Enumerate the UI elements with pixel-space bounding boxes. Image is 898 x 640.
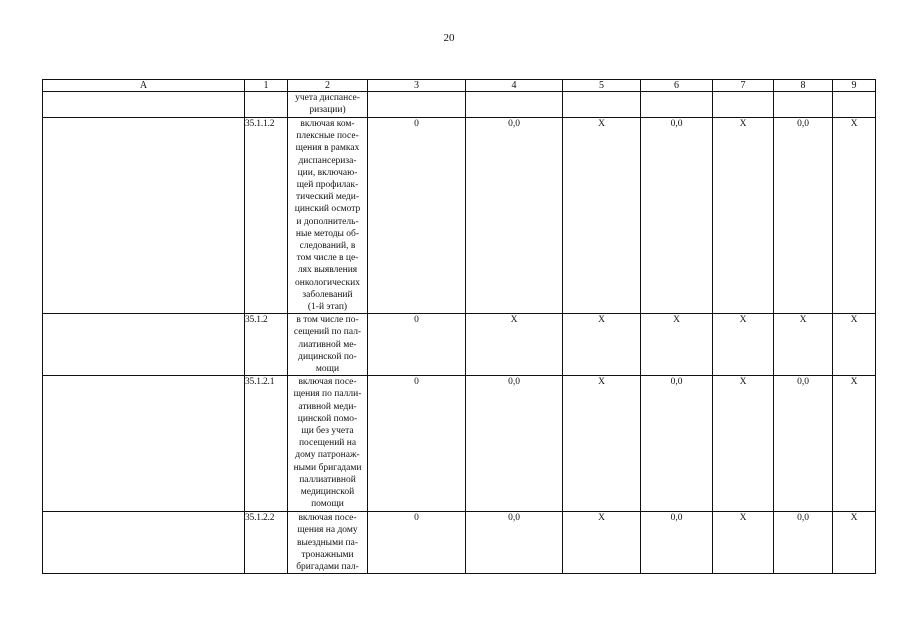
- table-row: [43, 314, 876, 376]
- value-cell: X: [713, 512, 774, 574]
- value-cell: 0,0: [774, 512, 833, 574]
- value-cell: 0: [368, 376, 466, 512]
- row-code: 35.1.2: [245, 314, 288, 376]
- column-header: 6: [641, 80, 713, 92]
- value-cell: 0,0: [641, 376, 713, 512]
- row-description: включая ком- плексные посе- щения в рамках диспансериза- ции, включаю- щей профилак- тический меди- цинский осмотр и дополнитель- ные методы об- следований, в том числе в це- лях выявления онкологических заболеваний (1-й этап): [288, 118, 368, 314]
- cell-col-a: [43, 376, 245, 512]
- column-header: 4: [466, 80, 563, 92]
- value-cell: 0,0: [641, 512, 713, 574]
- cell-col-a: [43, 512, 245, 574]
- column-header: 5: [563, 80, 641, 92]
- value-cell: X: [563, 314, 641, 376]
- table-row: [43, 92, 876, 118]
- value-cell: 0,0: [466, 118, 563, 314]
- value-cell: [563, 92, 641, 118]
- value-cell: X: [833, 376, 876, 512]
- value-cell: 0,0: [774, 376, 833, 512]
- value-cell: [641, 92, 713, 118]
- header-row: [43, 80, 876, 92]
- value-cell: X: [466, 314, 563, 376]
- value-cell: X: [713, 118, 774, 314]
- value-cell: 0,0: [774, 118, 833, 314]
- cell-col-a: [43, 314, 245, 376]
- value-cell: X: [833, 512, 876, 574]
- value-cell: [368, 92, 466, 118]
- value-cell: X: [713, 314, 774, 376]
- page-number: 20: [443, 32, 455, 44]
- table-body: [43, 92, 876, 574]
- row-code: [245, 92, 288, 118]
- column-header: A: [43, 80, 245, 92]
- table-row: [43, 118, 876, 314]
- row-code: 35.1.2.2: [245, 512, 288, 574]
- value-cell: [713, 92, 774, 118]
- row-description: в том числе по- сещений по пал- лиативной ме- дицинской по- мощи: [288, 314, 368, 376]
- row-code: 35.1.1.2: [245, 118, 288, 314]
- row-code: 35.1.2.1: [245, 376, 288, 512]
- value-cell: X: [563, 118, 641, 314]
- row-description: учета диспансе- ризации): [288, 92, 368, 118]
- column-header: 1: [245, 80, 288, 92]
- value-cell: X: [563, 376, 641, 512]
- value-cell: X: [713, 376, 774, 512]
- value-cell: [466, 92, 563, 118]
- value-cell: 0,0: [466, 512, 563, 574]
- value-cell: [833, 92, 876, 118]
- value-cell: X: [833, 118, 876, 314]
- value-cell: 0: [368, 512, 466, 574]
- value-cell: 0: [368, 314, 466, 376]
- column-header: 7: [713, 80, 774, 92]
- value-cell: 0: [368, 118, 466, 314]
- value-cell: X: [833, 314, 876, 376]
- column-header: 3: [368, 80, 466, 92]
- column-header: 9: [833, 80, 876, 92]
- cell-col-a: [43, 92, 245, 118]
- cell-col-a: [43, 118, 245, 314]
- column-header: 2: [288, 80, 368, 92]
- column-header: 8: [774, 80, 833, 92]
- value-cell: X: [774, 314, 833, 376]
- row-description: включая посе- щения по палли- ативной меди- цинской помо- щи без учета посещений на дому патронаж- ными бригадами паллиативной медицинской помощи: [288, 376, 368, 512]
- data-table: [42, 79, 876, 574]
- value-cell: 0,0: [466, 376, 563, 512]
- value-cell: X: [641, 314, 713, 376]
- value-cell: 0,0: [641, 118, 713, 314]
- table-row: [43, 512, 876, 574]
- row-description: включая посе- щения на дому выездными па- тронажными бригадами пал-: [288, 512, 368, 574]
- value-cell: X: [563, 512, 641, 574]
- value-cell: [774, 92, 833, 118]
- table-row: [43, 376, 876, 512]
